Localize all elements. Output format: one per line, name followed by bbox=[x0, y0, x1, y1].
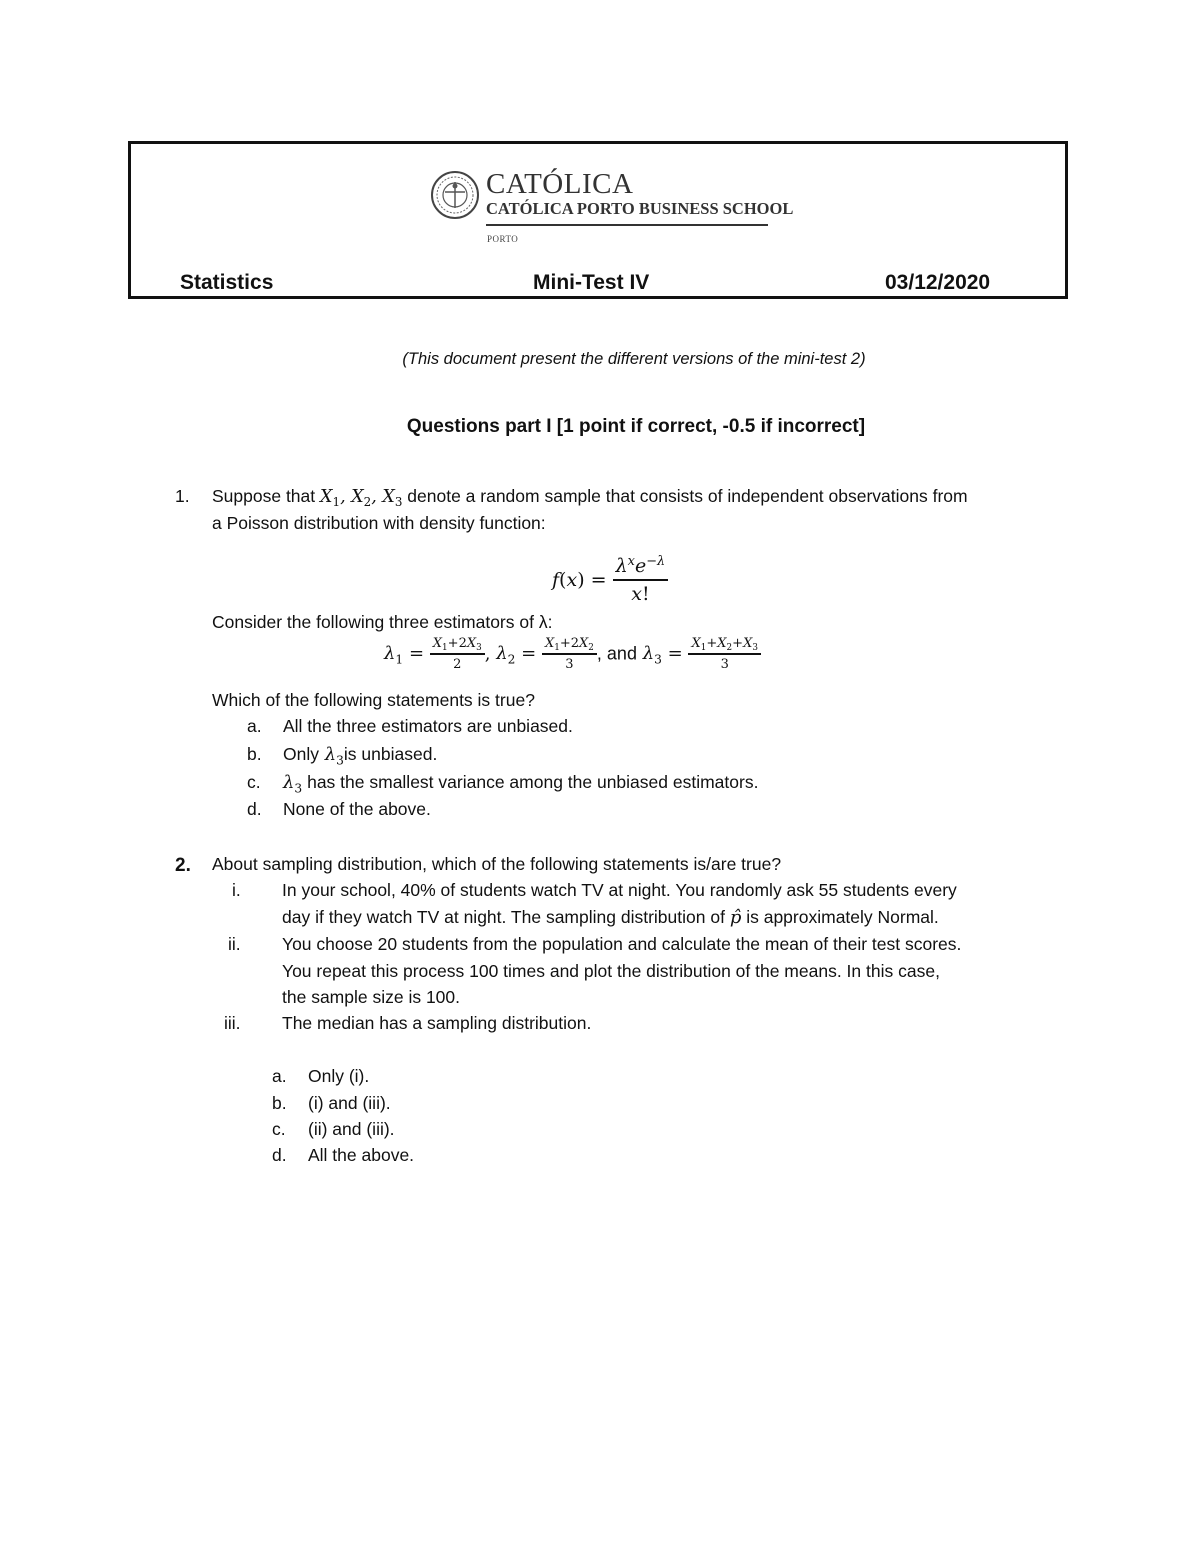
document-note: (This document present the different versions of the mini-test 2) bbox=[402, 350, 866, 368]
part-title: Questions part I [1 point if correct, -0.5 if incorrect] bbox=[406, 416, 866, 437]
q1-consider: Consider the following three estimators of λ: bbox=[212, 612, 553, 632]
q2-statement-iii-numeral: iii. bbox=[224, 1013, 241, 1033]
q1-option-d-letter: d. bbox=[247, 799, 262, 819]
q2-option-d-letter: d. bbox=[272, 1145, 287, 1165]
q2-statement-ii-numeral: ii. bbox=[228, 934, 241, 954]
and-connector: , and bbox=[596, 643, 637, 664]
poisson-density-formula: f(x) = $\frac{\lambda^xe^{-\lambda}}{x!}$ bbox=[552, 555, 668, 605]
q2-option-a-text: Only (i). bbox=[308, 1066, 370, 1086]
logo-city: PORTO bbox=[487, 234, 519, 244]
q1-line1 bbox=[212, 486, 968, 510]
q2-text: About sampling distribution, which of the following statements is/are true? bbox=[212, 854, 782, 874]
test-date: 03/12/2020 bbox=[885, 271, 991, 294]
q2-option-d-text: All the above. bbox=[308, 1145, 415, 1165]
q1-line1-prefix: Suppose that bbox=[212, 486, 316, 506]
q2-option-c-letter: c. bbox=[272, 1119, 286, 1139]
q1-option-c-text: $\lambda_3$ has the smallest variance among the unbiased estimators. bbox=[283, 772, 759, 796]
test-title: Mini-Test IV bbox=[533, 271, 650, 294]
q1-line1-suffix: denote a random sample that consists of independent observations from bbox=[407, 486, 968, 506]
q2-number: 2. bbox=[175, 855, 191, 876]
q1-option-b-text: Only $\lambda_3is$ unbiased. bbox=[283, 744, 438, 768]
q2-statement-i-line2-pre: day if they watch TV at night. The sampling distribution of bbox=[282, 907, 725, 927]
q1-line2: a Poisson distribution with density function: bbox=[212, 513, 546, 533]
q2-statement-ii-line2: You repeat this process 100 times and plot the distribution of the means. In this case, bbox=[282, 961, 940, 981]
logo-wordmark: CATÓLICA bbox=[486, 168, 634, 200]
q1-option-a-letter: a. bbox=[247, 716, 262, 736]
q2-statement-ii-line3: the sample size is 100. bbox=[282, 987, 461, 1007]
q1-number: 1. bbox=[175, 486, 190, 506]
subject-label: Statistics bbox=[180, 271, 274, 294]
q2-statement-i-numeral: i. bbox=[232, 880, 241, 900]
q1-option-b-letter: b. bbox=[247, 744, 262, 764]
q1-option-a-text: All the three estimators are unbiased. bbox=[283, 716, 573, 736]
q2-option-c-text: (ii) and (iii). bbox=[308, 1119, 395, 1139]
logo-divider bbox=[486, 224, 768, 226]
q2-statement-iii-line1: The median has a sampling distribution. bbox=[282, 1013, 592, 1033]
q1-option-b-pre: Only bbox=[283, 744, 319, 764]
q1-option-d-text: None of the above. bbox=[283, 799, 431, 819]
q1-option-b-post: is unbiased. bbox=[343, 744, 438, 764]
estimators-formula: $\lambda_1$ = $\frac{X_1+2X_3}{2}$ , $\lambda_2$ = $\frac{X_1+2X_2}{3}$ , and $\lambda_3$ = $\frac{X_1+X_2+X_3}{3}$ bbox=[384, 636, 761, 672]
q2-option-b-text: (i) and (iii). bbox=[308, 1093, 391, 1113]
university-seal-icon bbox=[430, 170, 480, 220]
q2-option-b-letter: b. bbox=[272, 1093, 287, 1113]
q1-sample-variables: $X_1$, $X_2$, $X_3$ bbox=[320, 487, 403, 510]
q2-statement-i-line1: In your school, 40% of students watch TV at night. You randomly ask 55 students every bbox=[282, 880, 957, 900]
q2-option-a-letter: a. bbox=[272, 1066, 287, 1086]
q1-question: Which of the following statements is true? bbox=[212, 690, 535, 710]
q2-statement-i-line2: day if they watch TV at night. The sampling distribution of p̂ is approximately Normal. bbox=[282, 907, 939, 928]
q2-statement-i-line2-post: is approximately Normal. bbox=[746, 907, 939, 927]
q1-option-c-letter: c. bbox=[247, 772, 261, 792]
q2-statement-ii-line1: You choose 20 students from the population and calculate the mean of their test scores. bbox=[282, 934, 962, 954]
catolica-logo bbox=[430, 168, 794, 248]
q1-option-c-post: has the smallest variance among the unbiased estimators. bbox=[307, 772, 759, 792]
logo-school-name: CATÓLICA PORTO BUSINESS SCHOOL bbox=[486, 199, 794, 218]
